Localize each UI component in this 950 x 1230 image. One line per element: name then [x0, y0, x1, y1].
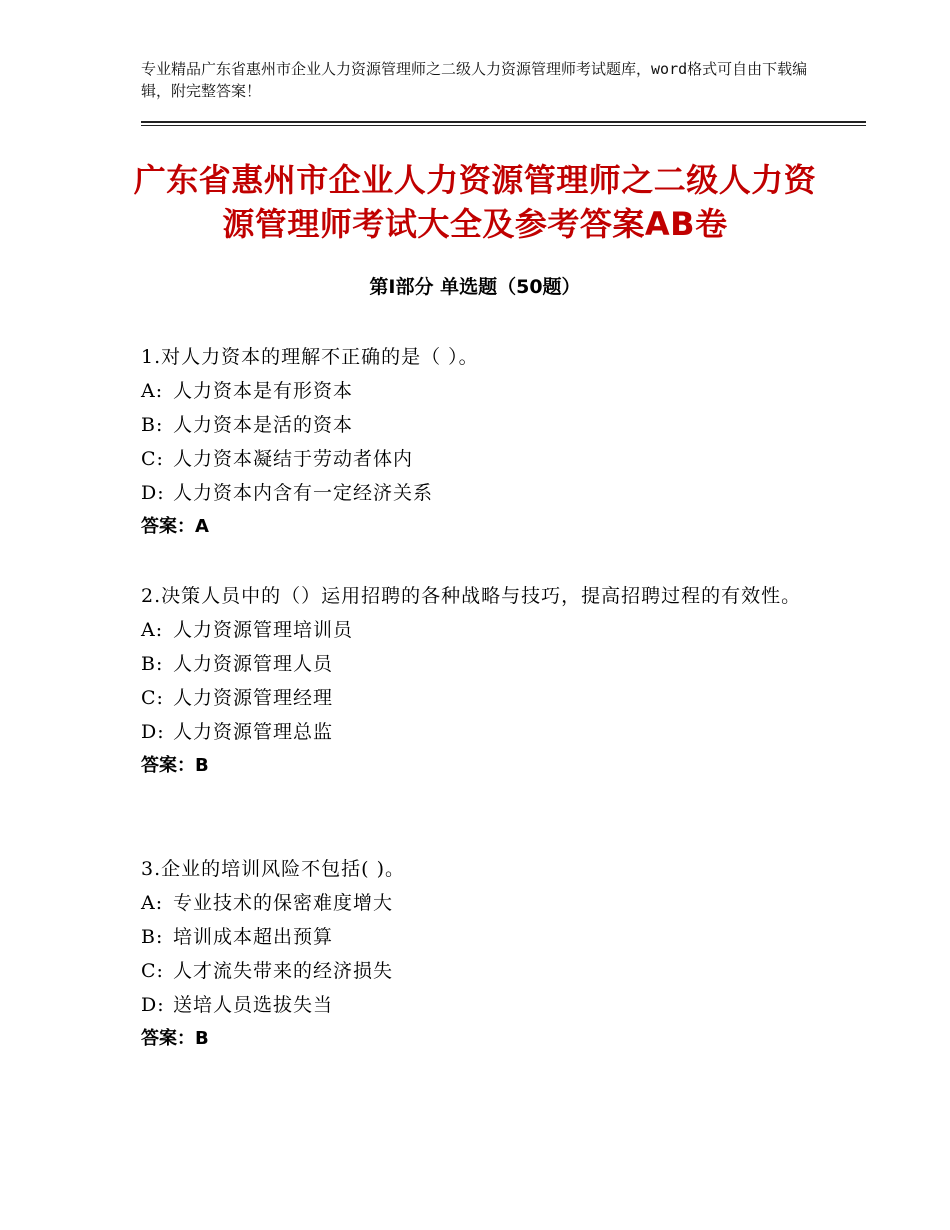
option-text: 人力资本凝结于劳动者体内 — [173, 448, 414, 470]
option-text: 人力资本是有形资本 — [173, 380, 354, 402]
question-option-a — [141, 374, 821, 408]
question-stem: 1.对人力资本的理解不正确的是（ ）。 — [141, 346, 479, 368]
header-divider-thin — [141, 125, 866, 126]
question-option-c — [141, 681, 821, 715]
document-title: 广东省惠州市企业人力资源管理师之二级人力资源管理师考试大全及参考答案AB卷 — [133, 161, 817, 243]
option-key: D: — [141, 994, 165, 1016]
question-stem: 3.企业的培训风险不包括( )。 — [141, 858, 405, 880]
option-key: C: — [141, 448, 164, 470]
option-text: 人才流失带来的经济损失 — [173, 960, 394, 982]
option-text: 人力资源管理总监 — [173, 721, 334, 743]
question-option-c — [141, 954, 821, 988]
option-text: 人力资本内含有一定经济关系 — [173, 482, 434, 504]
section-title: 第Ⅰ部分 单选题（50题） — [369, 276, 581, 298]
question-option-d — [141, 715, 821, 749]
option-text: 培训成本超出预算 — [173, 926, 334, 948]
option-key: A: — [141, 380, 164, 402]
option-text: 送培人员选拔失当 — [173, 994, 334, 1016]
option-key: D: — [141, 482, 165, 504]
question-option-d — [141, 988, 821, 1022]
header-note: 专业精品广东省惠州市企业人力资源管理师之二级人力资源管理师考试题库，word格式可自由下载编辑，附完整答案！ — [141, 60, 808, 100]
option-key: A: — [141, 892, 164, 914]
question-option-b — [141, 647, 821, 681]
question-1 — [141, 340, 821, 544]
question-answer: 答案：A — [141, 516, 209, 537]
option-key: C: — [141, 960, 164, 982]
question-3 — [141, 852, 821, 1056]
header-divider — [141, 121, 866, 123]
option-key: B: — [141, 926, 164, 948]
question-option-b — [141, 408, 821, 442]
option-key: B: — [141, 414, 164, 436]
option-key: A: — [141, 619, 164, 641]
option-key: D: — [141, 721, 165, 743]
option-key: C: — [141, 687, 164, 709]
question-stem: 2.决策人员中的（）运用招聘的各种战略与技巧，提高招聘过程的有效性。 — [141, 585, 802, 607]
question-option-a — [141, 886, 821, 920]
option-text: 人力资源管理人员 — [173, 653, 334, 675]
option-text: 专业技术的保密难度增大 — [173, 892, 394, 914]
question-option-a — [141, 613, 821, 647]
question-answer: 答案：B — [141, 755, 209, 776]
question-answer: 答案：B — [141, 1028, 209, 1049]
option-key: B: — [141, 653, 164, 675]
option-text: 人力资源管理经理 — [173, 687, 334, 709]
question-option-d — [141, 476, 821, 510]
option-text: 人力资本是活的资本 — [173, 414, 354, 436]
question-option-b — [141, 920, 821, 954]
question-option-c — [141, 442, 821, 476]
question-2 — [141, 579, 821, 783]
option-text: 人力资源管理培训员 — [173, 619, 354, 641]
